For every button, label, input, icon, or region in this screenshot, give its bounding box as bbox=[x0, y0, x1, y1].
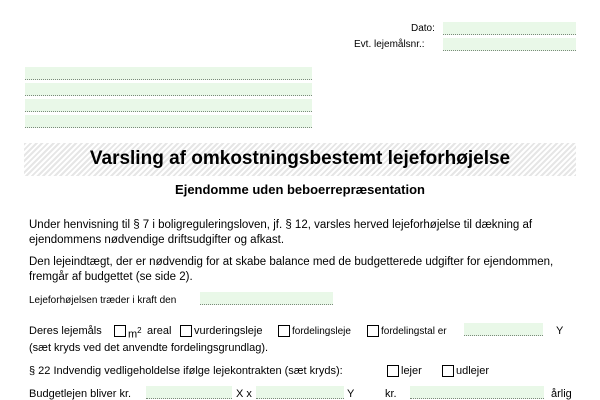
paragraph-budget: Den lejeindtægt, der er nødvendig for at skabe balance med de budgetterede udgifter for ejendommen, fremgår af budgettet (se side 2). bbox=[29, 256, 554, 283]
fordelingstal-checkbox[interactable] bbox=[367, 325, 379, 337]
budget-kr-label: kr. bbox=[385, 388, 397, 400]
address-line-3[interactable] bbox=[25, 99, 312, 112]
fordelingsleje-checkbox[interactable] bbox=[278, 325, 290, 337]
paragraph-intro: Under henvisning til § 7 i boligreguleringsloven, jf. § 12, varsles herved lejeforhøjelse til dækning af ejendommens nødvendige driftsudgifter og afkast. bbox=[29, 219, 533, 246]
section22-label: § 22 Indvendig vedligeholdelse ifølge lejekontrakten (sæt kryds): bbox=[29, 365, 343, 377]
y-label: Y bbox=[556, 325, 564, 337]
fordelingstal-field[interactable] bbox=[464, 323, 543, 336]
effective-date-field[interactable] bbox=[200, 292, 333, 305]
fordelingsgrundlag-note: (sæt kryds ved det anvendte fordelingsgrundlag). bbox=[29, 342, 269, 354]
lejemaal-prefix: Deres lejemåls bbox=[29, 325, 102, 337]
m2-label: $m^2$ bbox=[128, 326, 142, 341]
dato-field[interactable] bbox=[443, 22, 576, 35]
udlejer-label: udlejer bbox=[456, 365, 490, 377]
page-title: Varsling af omkostningsbestemt lejeforhøjelse bbox=[89, 148, 511, 169]
budget-y-label: Y bbox=[347, 388, 355, 400]
budget-aarlig-label: årlig bbox=[551, 388, 572, 400]
address-line-2[interactable] bbox=[25, 83, 312, 96]
budget-total-field[interactable] bbox=[410, 386, 544, 399]
dato-label: Dato: bbox=[411, 23, 435, 34]
budget-x-label: X x bbox=[236, 388, 252, 400]
page-subtitle: Ejendomme uden beboerrepræsentation bbox=[175, 182, 425, 197]
budget-multiplier-field[interactable] bbox=[256, 386, 344, 399]
address-line-4[interactable] bbox=[25, 115, 312, 128]
lejemaalsnr-field[interactable] bbox=[443, 38, 576, 51]
address-line-1[interactable] bbox=[25, 67, 312, 80]
m2-areal-checkbox[interactable] bbox=[114, 325, 126, 337]
vurderingsleje-label: vurderingsleje bbox=[194, 325, 263, 337]
fordelingsleje-label: fordelingsleje bbox=[292, 326, 351, 337]
lejer-label: lejer bbox=[401, 365, 422, 377]
budget-label: Budgetlejen bliver kr. bbox=[29, 388, 132, 400]
udlejer-checkbox[interactable] bbox=[442, 365, 454, 377]
vurderingsleje-checkbox[interactable] bbox=[180, 325, 192, 337]
effective-date-label: Lejeforhøjelsen træder i kraft den bbox=[29, 295, 177, 306]
budget-amount-field[interactable] bbox=[146, 386, 232, 399]
lejer-checkbox[interactable] bbox=[387, 365, 399, 377]
lejemaalsnr-label: Evt. lejemålsnr.: bbox=[354, 39, 425, 50]
fordelingstal-label: fordelingstal er bbox=[381, 326, 447, 337]
areal-label: areal bbox=[147, 325, 172, 337]
